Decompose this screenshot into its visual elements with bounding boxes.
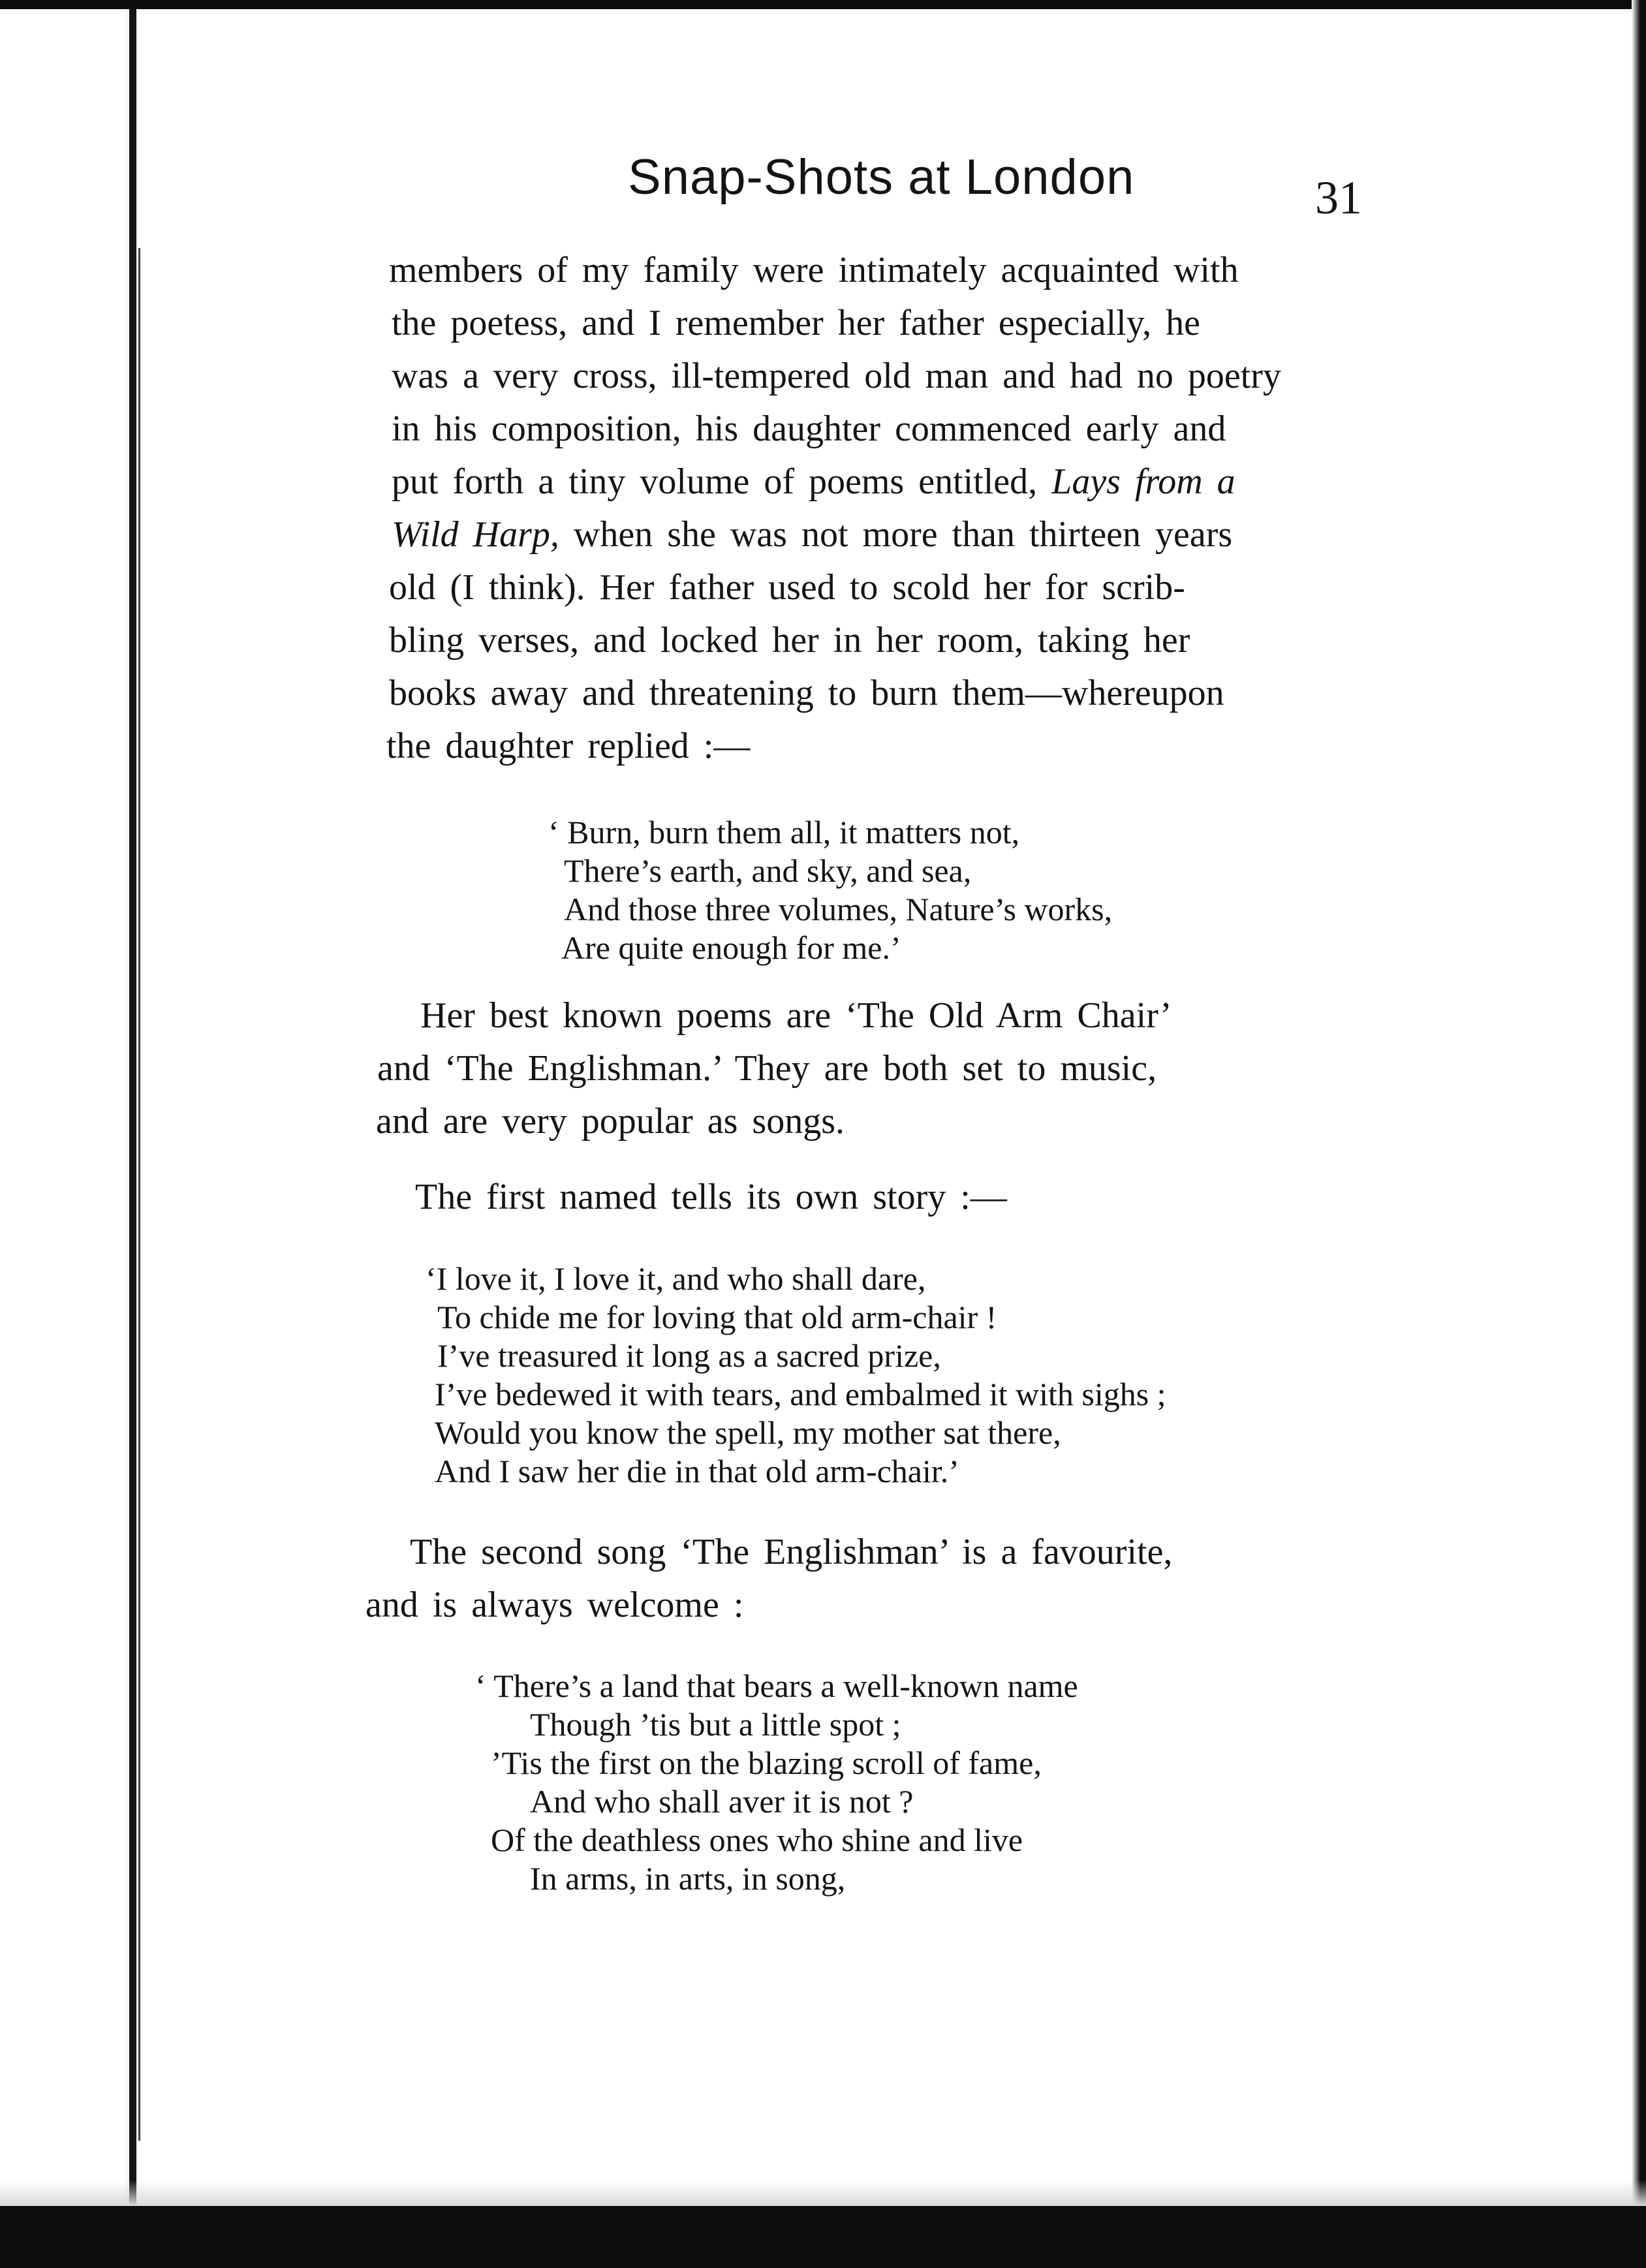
paragraph-4-line: The second song ‘The Englishman’ is a favourite, xyxy=(410,1532,1173,1572)
paragraph-2-line: Her best known poems are ‘The Old Arm Chair’ xyxy=(420,995,1172,1036)
scan-bottom-edge xyxy=(0,2206,1646,2268)
paragraph-1-line: books away and threatening to burn them—whereupon xyxy=(389,673,1224,713)
paragraph-1-line: bling verses, and locked her in her room, taking her xyxy=(389,620,1190,660)
scan-right-edge xyxy=(1632,0,1646,2268)
scan-left-margin xyxy=(0,0,134,2268)
verse-3-line: Though ’tis but a little spot ; xyxy=(530,1706,901,1743)
paragraph-1-line: members of my family were intimately acquainted with xyxy=(389,250,1239,290)
verse-1-line: There’s earth, and sky, and sea, xyxy=(564,852,972,889)
paragraph-1-line: was a very cross, ill-tempered old man and had no poetry xyxy=(392,356,1281,396)
paragraph-4-line: and is always welcome : xyxy=(365,1585,744,1625)
page-number: 31 xyxy=(1315,172,1362,224)
verse-1-line: ‘ Burn, burn them all, it matters not, xyxy=(548,814,1020,850)
verse-2-line: And I saw her die in that old arm-chair.’ xyxy=(435,1453,959,1489)
paragraph-1-line: in his composition, his daughter commenced early and xyxy=(392,409,1226,449)
paragraph-1-line: the daughter replied :— xyxy=(386,726,751,766)
paragraph-1-line: the poetess, and I remember her father especially, he xyxy=(392,303,1200,343)
paragraph-3-line: The first named tells its own story :— xyxy=(415,1177,1007,1217)
verse-3-line: And who shall aver it is not ? xyxy=(530,1783,914,1820)
book-title-italic: Wild Harp, xyxy=(392,514,559,555)
paragraph-1-line xyxy=(392,463,1235,500)
book-gutter-edge xyxy=(129,0,136,2226)
verse-3-line: ‘ There’s a land that bears a well-known name xyxy=(475,1668,1078,1704)
running-header: Snap-Shots at London xyxy=(628,149,1135,205)
book-title-italic: Lays from a xyxy=(1051,461,1235,502)
verse-1-line: Are quite enough for me.’ xyxy=(561,929,901,966)
scan-bottom-shadow xyxy=(0,2180,1646,2206)
verse-2-line: To chide me for loving that old arm-chair ! xyxy=(437,1299,997,1335)
verse-2-line: I’ve bedewed it with tears, and embalmed it with sighs ; xyxy=(435,1376,1166,1412)
verse-2-line: Would you know the spell, my mother sat there, xyxy=(435,1414,1061,1451)
scan-top-edge xyxy=(0,0,1646,9)
verse-3-line: ’Tis the first on the blazing scroll of fame, xyxy=(491,1745,1042,1781)
verse-3-line: Of the deathless ones who shine and live xyxy=(491,1822,1023,1858)
verse-2-line: ‘I love it, I love it, and who shall dare, xyxy=(426,1260,926,1297)
verse-1-line: And those three volumes, Nature’s works, xyxy=(564,891,1113,927)
paragraph-1-line xyxy=(392,516,1232,553)
paragraph-2-line: and ‘The Englishman.’ They are both set to music, xyxy=(377,1048,1157,1089)
line-text: when she was not more than thirteen years xyxy=(559,514,1233,555)
book-gutter-shadow xyxy=(138,248,140,2141)
verse-3-line: In arms, in arts, in song, xyxy=(530,1860,846,1897)
paragraph-2-line: and are very popular as songs. xyxy=(376,1101,845,1142)
line-text: put forth a tiny volume of poems entitled, xyxy=(392,461,1052,502)
verse-2-line: I’ve treasured it long as a sacred prize, xyxy=(437,1337,941,1374)
paragraph-1-line: old (I think). Her father used to scold her for scrib- xyxy=(389,567,1185,608)
